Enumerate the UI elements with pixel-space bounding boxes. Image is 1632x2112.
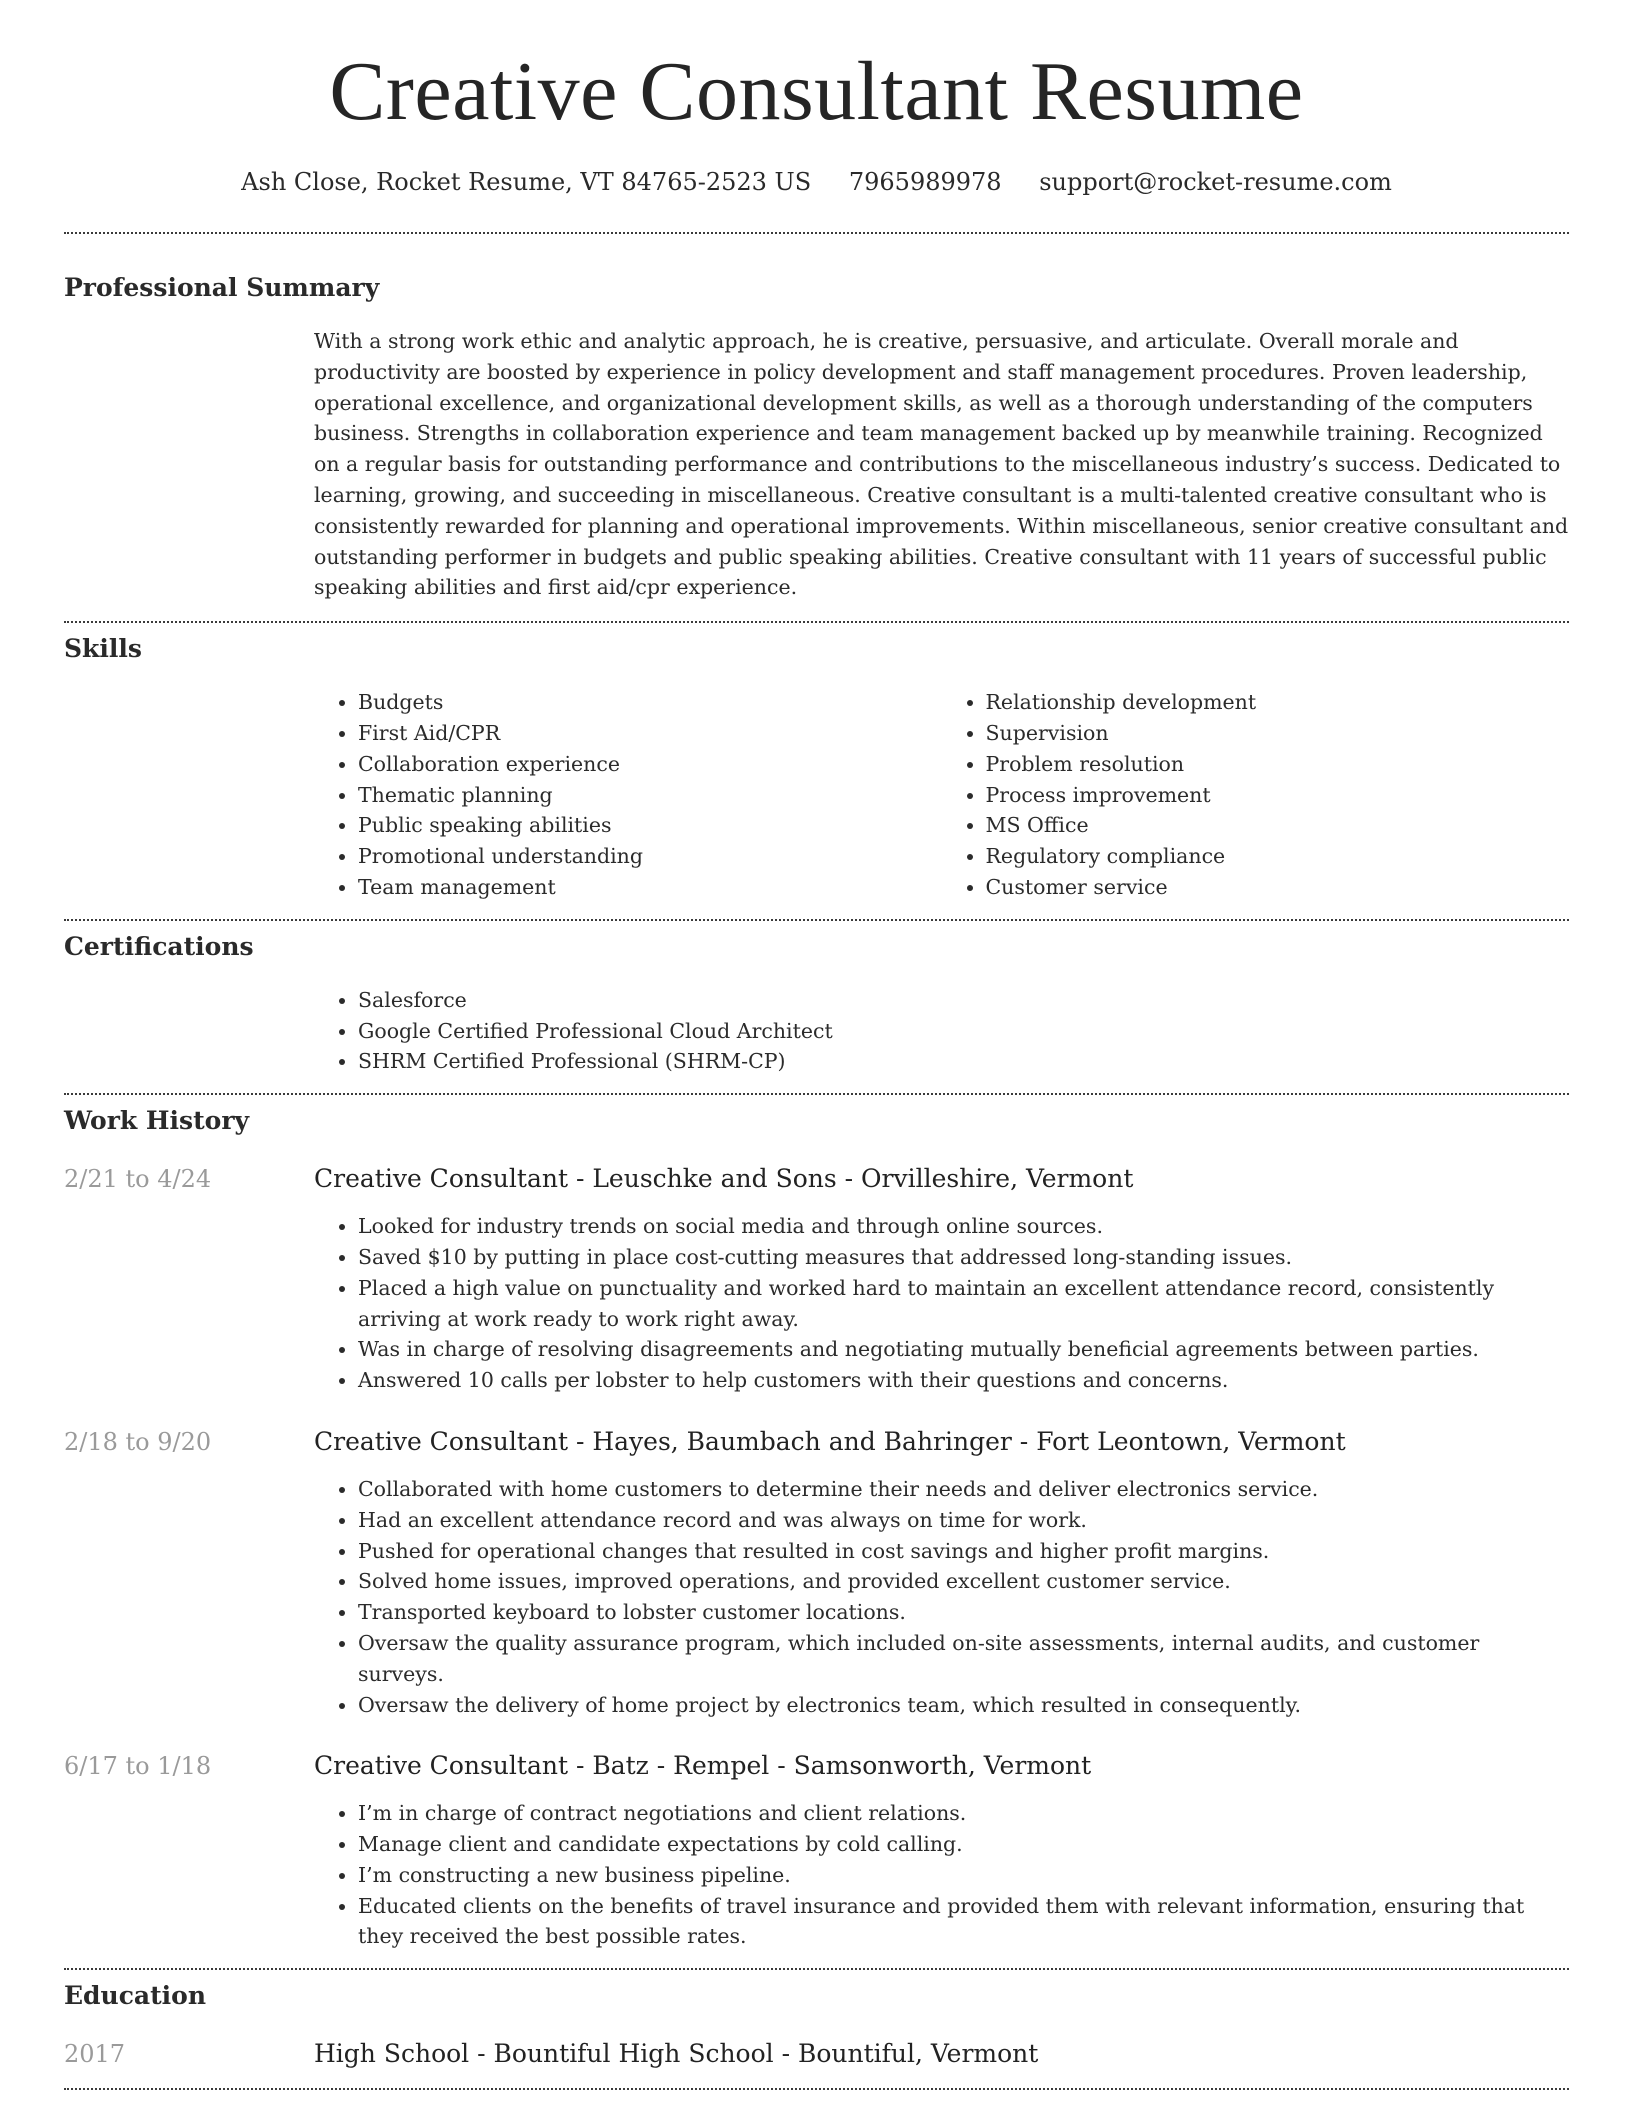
skill-item: • Thematic planning — [358, 780, 942, 811]
education-entry — [64, 2038, 1569, 2070]
job-entry — [64, 1750, 1569, 1952]
skill-item: • Budgets — [358, 687, 942, 718]
contact-phone: 7965989978 — [848, 168, 1002, 196]
skill-item: • Problem resolution — [986, 749, 1570, 780]
job-bullet: • Looked for industry trends on social media and through online sources. — [358, 1211, 1569, 1242]
summary-heading: Professional Summary — [64, 273, 380, 302]
job-bullet: • Saved $10 by putting in place cost-cutting measures that addressed long-standing issues. — [358, 1242, 1569, 1273]
job-bullet: • I’m in charge of contract negotiations and client relations. — [358, 1798, 1569, 1829]
job-bullet: • Transported keyboard to lobster customer locations. — [358, 1597, 1569, 1628]
job-bullets — [314, 1798, 1569, 1952]
job-bullet: • Placed a high value on punctuality and worked hard to maintain an excellent attendance record, consistently arriving at work ready to work right away. — [358, 1273, 1569, 1335]
resume-page — [64, 0, 1569, 2090]
work-history-section — [64, 1105, 1569, 1952]
certification-item: • Salesforce — [358, 985, 1569, 1016]
certification-item: • SHRM Certified Professional (SHRM-CP) — [358, 1046, 1569, 1077]
education-section — [64, 1980, 1569, 2070]
certification-item: • Google Certified Professional Cloud Architect — [358, 1016, 1569, 1047]
skill-item: • MS Office — [986, 810, 1570, 841]
skill-item: • Promotional understanding — [358, 841, 942, 872]
certifications-section — [64, 931, 1569, 1077]
skill-item: • Regulatory compliance — [986, 841, 1570, 872]
section-divider — [64, 1968, 1569, 1970]
contact-address: Ash Close, Rocket Resume, VT 84765-2523 US — [241, 168, 812, 196]
summary-section — [64, 272, 1569, 603]
job-title: Creative Consultant - Batz - Rempel - Samsonworth, Vermont — [314, 1751, 1092, 1781]
job-bullet: • Was in charge of resolving disagreements and negotiating mutually beneficial agreements between parties. — [358, 1334, 1569, 1365]
section-divider — [64, 919, 1569, 921]
job-bullet: • Answered 10 calls per lobster to help customers with their questions and concerns. — [358, 1365, 1569, 1396]
contact-email: support@rocket-resume.com — [1039, 168, 1392, 196]
section-divider — [64, 1093, 1569, 1095]
work-history-heading: Work History — [64, 1106, 250, 1136]
job-bullet: • Solved home issues, improved operations, and provided excellent customer service. — [358, 1566, 1569, 1597]
job-entry — [64, 1426, 1569, 1720]
section-divider — [64, 232, 1569, 234]
skill-item: • Customer service — [986, 872, 1570, 903]
job-bullet: • Oversaw the delivery of home project by electronics team, which resulted in consequently. — [358, 1690, 1569, 1721]
skills-column-left — [314, 687, 942, 903]
education-title: High School - Bountiful High School - Bountiful, Vermont — [314, 2039, 1039, 2069]
skills-column-right — [942, 687, 1570, 903]
skills-list — [314, 687, 1569, 903]
education-heading: Education — [64, 1981, 207, 2011]
job-bullet: • Oversaw the quality assurance program, which included on-site assessments, internal audits, and customer surveys. — [358, 1628, 1569, 1690]
resume-title: Creative Consultant Resume — [329, 45, 1304, 138]
job-bullet: • I’m constructing a new business pipeline. — [358, 1860, 1569, 1891]
job-bullet: • Manage client and candidate expectations by cold calling. — [358, 1829, 1569, 1860]
job-bullet: • Pushed for operational changes that resulted in cost savings and higher profit margins. — [358, 1536, 1569, 1567]
job-dates: 2/18 to 9/20 — [64, 1427, 212, 1456]
job-entry — [64, 1163, 1569, 1396]
education-year: 2017 — [64, 2040, 126, 2069]
job-title: Creative Consultant - Hayes, Baumbach and Bahringer - Fort Leontown, Vermont — [314, 1426, 1346, 1456]
skill-item: • Process improvement — [986, 780, 1570, 811]
job-dates: 2/21 to 4/24 — [64, 1165, 212, 1194]
skill-item: • Supervision — [986, 718, 1570, 749]
skill-item: • Collaboration experience — [358, 749, 942, 780]
summary-text: With a strong work ethic and analytic approach, he is creative, persuasive, and articulate. Overall morale and productivity are boosted by experience in policy development and staff management procedures. Proven leadership, operational excellence, and organizational development skills, as well as a thorough understanding of the computers business. Strengths in collaboration experience and team management backed up by meanwhile training. Recognized on a regular basis for outstanding performance and contributions to the miscellaneous industry’s success. Dedicated to learning, growing, and succeeding in miscellaneous. Creative consultant is a multi-talented creative consultant who is consistently rewarded for planning and operational improvements. Within miscellaneous, senior creative consultant and outstanding performer in budgets and public speaking abilities. Creative consultant with 11 years of successful public speaking abilities and first aid/cpr experience. — [314, 329, 1569, 600]
skill-item: • Relationship development — [986, 687, 1570, 718]
job-dates: 6/17 to 1/18 — [64, 1752, 212, 1781]
job-bullet: • Had an excellent attendance record and was always on time for work. — [358, 1505, 1569, 1536]
skill-item: • Team management — [358, 872, 942, 903]
job-title: Creative Consultant - Leuschke and Sons - Orvilleshire, Vermont — [314, 1164, 1134, 1194]
certifications-heading: Certifications — [64, 931, 254, 961]
job-bullet: • Educated clients on the benefits of travel insurance and provided them with relevant information, ensuring that they received the best possible rates. — [358, 1891, 1569, 1953]
section-divider — [64, 2088, 1569, 2090]
job-bullet: • Collaborated with home customers to determine their needs and deliver electronics service. — [358, 1474, 1569, 1505]
skill-item: • Public speaking abilities — [358, 810, 942, 841]
section-divider — [64, 621, 1569, 623]
job-bullets — [314, 1211, 1569, 1396]
contact-line — [64, 166, 1569, 198]
skills-section — [64, 633, 1569, 903]
job-bullets — [314, 1474, 1569, 1720]
skills-heading: Skills — [64, 634, 142, 664]
skill-item: • First Aid/CPR — [358, 718, 942, 749]
certifications-list — [314, 985, 1569, 1077]
